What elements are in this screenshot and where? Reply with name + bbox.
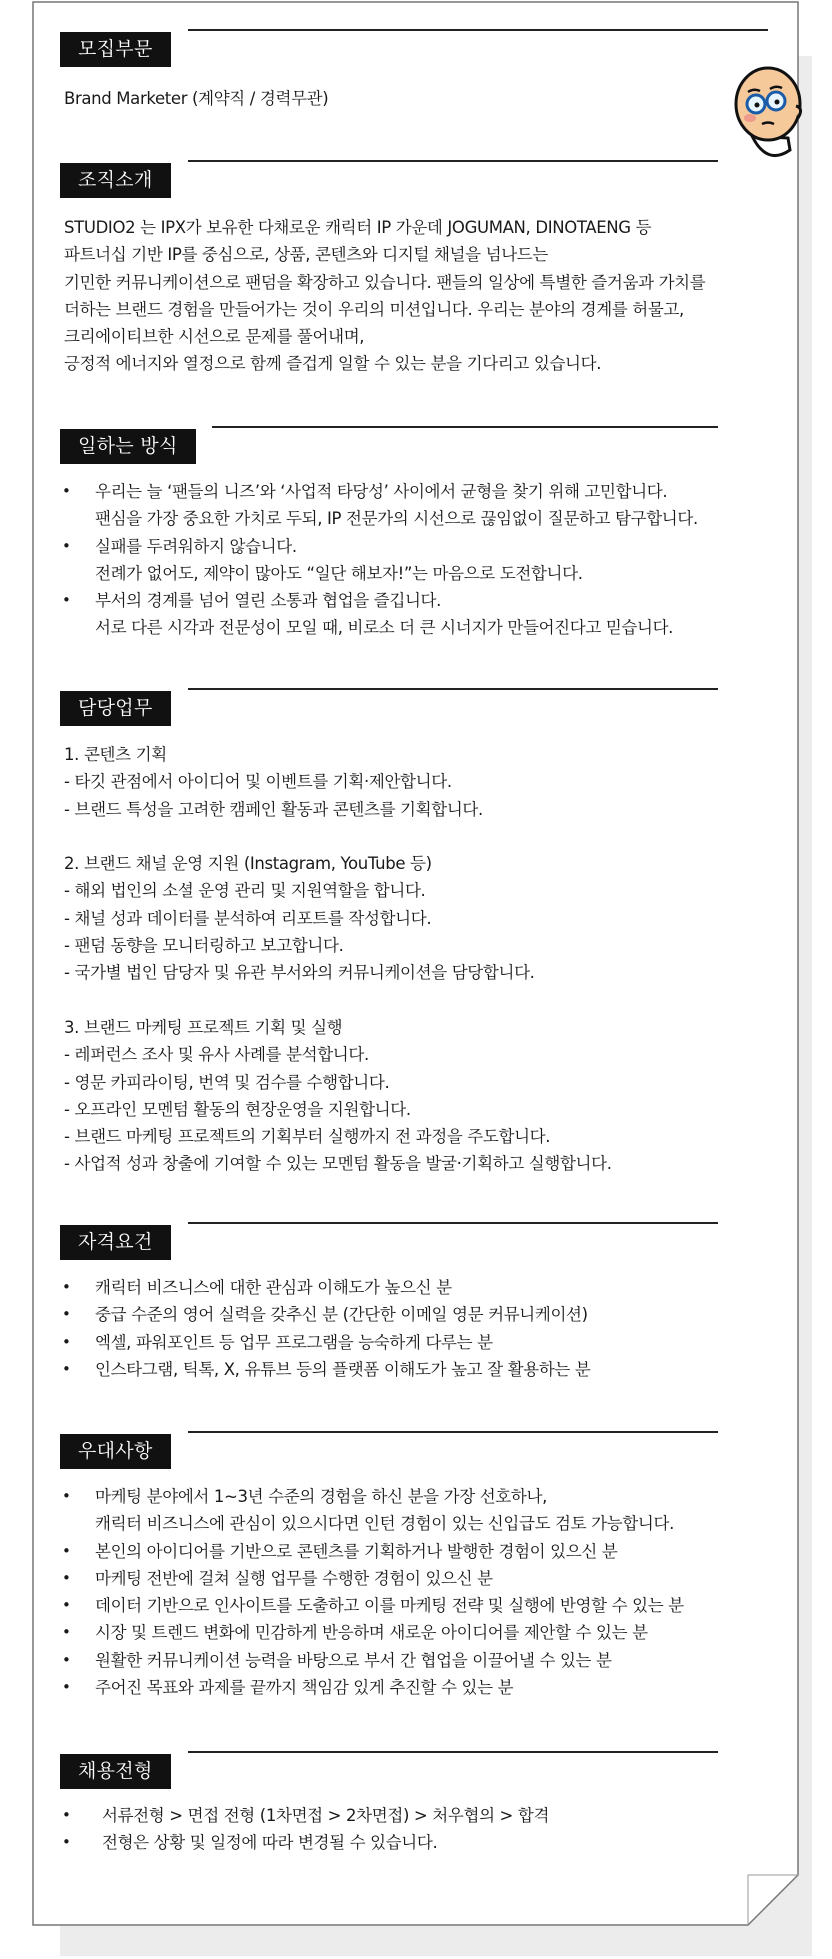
list-item <box>62 1329 792 1356</box>
mascot-icon <box>730 58 804 168</box>
text-line <box>64 987 784 1014</box>
text-line: - 브랜드 특성을 고려한 캠페인 활동과 콘텐츠를 기획합니다. <box>64 799 483 819</box>
section-rule <box>188 1222 718 1224</box>
text-line: - 영문 카피라이팅, 번역 및 검수를 수행합니다. <box>64 1072 390 1092</box>
list-item <box>62 1619 792 1646</box>
text-line: 전례가 없어도, 제약이 많아도 “일단 해보자!”는 마음으로 도전합니다. <box>95 563 583 583</box>
section-title-work-style: 일하는 방식 <box>60 429 196 464</box>
text-line: 파트너십 기반 IP를 중심으로, 상품, 콘텐츠와 디지털 채널을 넘나드는 <box>64 245 548 265</box>
text-line: Brand Marketer (계약직 / 경력무관) <box>64 89 329 108</box>
text-line: • 주어진 목표와 과제를 끝까지 책임감 있게 추진할 수 있는 분 <box>95 1678 514 1698</box>
section-rule <box>188 1751 718 1753</box>
text-line: • 본인의 아이디어를 기반으로 콘텐츠를 기획하거나 발행한 경험이 있으신 분 <box>95 1541 618 1561</box>
text-line: • 부서의 경계를 넘어 열린 소통과 협업을 즐깁니다. <box>95 591 442 611</box>
text-line: 크리에이티브한 시선으로 문제를 풀어내며, <box>64 327 365 347</box>
text-line: • 우리는 늘 ‘팬들의 니즈’와 ‘사업적 타당성’ 사이에서 균형을 찾기 위해 고민합니다. <box>95 482 668 501</box>
section-title-duties: 담당업무 <box>60 691 171 726</box>
text-line: • 원활한 커뮤니케이션 능력을 바탕으로 부서 간 협업을 이끌어낼 수 있는 분 <box>95 1650 612 1670</box>
list-item <box>62 1802 792 1829</box>
requirements-list <box>62 1274 792 1383</box>
text-line <box>64 823 784 850</box>
list-item <box>62 478 792 533</box>
text-line: 캐릭터 비즈니스에 관심이 있으시다면 인턴 경험이 있는 신입급도 검토 가능합니다. <box>95 1514 674 1534</box>
text-line: • 서류전형 > 면접 전형 (1차면접 > 2차면접) > 처우협의 > 합격 <box>102 1806 550 1825</box>
list-item <box>62 1483 792 1538</box>
process-list <box>62 1802 792 1857</box>
text-line: • 마케팅 분야에서 1~3년 수준의 경험을 하신 분을 가장 선호하나, <box>95 1487 547 1506</box>
text-line: - 레퍼런스 조사 및 유사 사례를 분석합니다. <box>64 1045 369 1065</box>
list-item <box>62 1356 792 1383</box>
section-rule <box>188 160 718 162</box>
text-line: 기민한 커뮤니케이션으로 팬덤을 확장하고 있습니다. 팬들의 일상에 특별한 즐거움과 가치를 <box>64 272 706 292</box>
work-style-list <box>62 478 792 642</box>
text-line: • 인스타그램, 틱톡, X, 유튜브 등의 플랫폼 이해도가 높고 잘 활용하는 분 <box>95 1359 591 1379</box>
text-line: • 전형은 상황 및 일정에 따라 변경될 수 있습니다. <box>102 1833 438 1853</box>
text-line: • 캐릭터 비즈니스에 대한 관심과 이해도가 높으신 분 <box>95 1278 452 1297</box>
text-line: - 국가별 법인 담당자 및 유관 부서와의 커뮤니케이션을 담당합니다. <box>64 963 535 983</box>
text-line: 긍정적 에너지와 열정으로 함께 즐겁게 일할 수 있는 분을 기다리고 있습니다. <box>64 354 602 374</box>
text-line: STUDIO2 는 IPX가 보유한 다채로운 캐릭터 IP 가운데 JOGUMAN, DINOTAENG 등 <box>64 218 652 237</box>
text-line: - 팬덤 동향을 모니터링하고 보고합니다. <box>64 936 344 956</box>
list-item <box>62 1565 792 1592</box>
list-item <box>62 1301 792 1328</box>
section-rule <box>212 426 718 428</box>
about-text <box>64 214 784 378</box>
text-line: 서로 다른 시각과 전문성이 모일 때, 비로소 더 큰 시너지가 만들어진다고 믿습니다. <box>95 618 674 638</box>
text-line: 2. 브랜드 채널 운영 지원 (Instagram, YouTube 등) <box>64 854 432 874</box>
section-rule <box>188 29 768 31</box>
section-title-preferred: 우대사항 <box>60 1434 171 1469</box>
text-line: - 채널 성과 데이터를 분석하여 리포트를 작성합니다. <box>64 908 432 928</box>
list-item <box>62 1274 792 1301</box>
text-line: • 마케팅 전반에 걸쳐 실행 업무를 수행한 경험이 있으신 분 <box>95 1568 493 1588</box>
list-item <box>62 1829 792 1856</box>
section-title-recruit: 모집부문 <box>60 32 171 67</box>
text-line: - 브랜드 마케팅 프로젝트의 기획부터 실행까지 전 과정을 주도합니다. <box>64 1127 551 1147</box>
list-item <box>62 1592 792 1619</box>
section-rule <box>188 1431 718 1433</box>
text-line: • 실패를 두려워하지 않습니다. <box>95 536 297 556</box>
list-item <box>62 1674 792 1701</box>
text-line: • 중급 수준의 영어 실력을 갖추신 분 (간단한 이메일 영문 커뮤니케이션) <box>95 1305 588 1325</box>
list-item <box>62 587 792 642</box>
text-line: - 오프라인 모멘텀 활동의 현장운영을 지원합니다. <box>64 1099 411 1119</box>
text-line: 1. 콘텐츠 기획 <box>64 745 167 764</box>
text-line: - 해외 법인의 소셜 운영 관리 및 지원역할을 합니다. <box>64 881 426 901</box>
text-line: - 사업적 성과 창출에 기여할 수 있는 모멘텀 활동을 발굴·기획하고 실행합니다. <box>64 1154 612 1174</box>
list-item <box>62 533 792 588</box>
section-title-about: 조직소개 <box>60 163 171 198</box>
text-line: • 데이터 기반으로 인사이트를 도출하고 이를 마케팅 전략 및 실행에 반영할 수 있는 분 <box>95 1596 684 1616</box>
text-line: - 타깃 관점에서 아이디어 및 이벤트를 기획·제안합니다. <box>64 772 452 792</box>
text-line: 더하는 브랜드 경험을 만들어가는 것이 우리의 미션입니다. 우리는 분야의 경계를 허물고, <box>64 299 684 319</box>
section-title-requirements: 자격요건 <box>60 1225 171 1260</box>
preferred-list <box>62 1483 792 1701</box>
list-item <box>62 1647 792 1674</box>
list-item <box>62 1538 792 1565</box>
recruit-text <box>64 85 784 112</box>
section-title-process: 채용전형 <box>60 1754 171 1789</box>
text-line: • 엑셀, 파워포인트 등 업무 프로그램을 능숙하게 다루는 분 <box>95 1332 493 1352</box>
text-line: 3. 브랜드 마케팅 프로젝트 기획 및 실행 <box>64 1017 343 1037</box>
text-line: • 시장 및 트렌드 변화에 민감하게 반응하며 새로운 아이디어를 제안할 수 있는 분 <box>95 1623 648 1643</box>
text-line: 팬심을 가장 중요한 가치로 두되, IP 전문가의 시선으로 끊임없이 질문하고 탐구합니다. <box>95 509 698 529</box>
section-rule <box>188 688 718 690</box>
duties-text <box>64 741 784 1178</box>
